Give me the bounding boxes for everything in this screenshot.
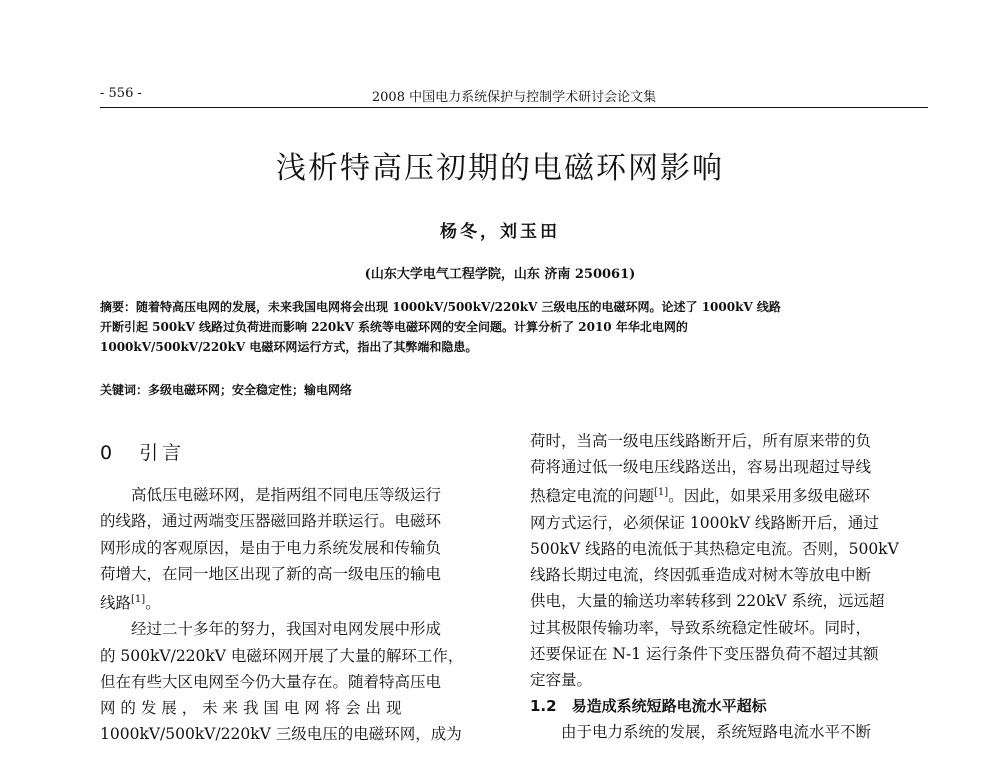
page-number: - 556 - [100, 86, 142, 101]
abstract-label: 摘要： [100, 300, 137, 314]
citation-ref: [1] [654, 487, 669, 499]
left-column [100, 430, 498, 747]
keywords-text: 多级电磁环网；安全稳定性；输电网络 [148, 383, 353, 397]
paragraph-2: 经过二十多年的努力，我国对电网发展中形成 的 500kV/220kV 电磁环网开展了大量的解环工作， 但在有些大区电网至今仍大量存在。随着特高压电 网 的 发 展 ， 未 来 我 国 电 网 将 会 出 现 1000kV/500kV/220kV 三级电压的电磁环网，成为 [100, 620, 464, 744]
journal-title: 2008 中国电力系统保护与控制学术研讨会论文集 [371, 90, 657, 105]
abstract-line-2: 开断引起 500kV 线路过负荷进而影响 220kV 系统等电磁环网的安全问题。计算分析了 2010 年华北电网的 [100, 320, 688, 334]
abstract-line-1: 摘要：随着特高压电网的发展，未来我国电网将会出现 1000kV/500kV/220kV 三级电压的电磁环网。论述了 1000kV 线路 [100, 300, 781, 314]
abstract [100, 297, 928, 357]
paragraph-1: 高低压电磁环网，是指两组不同电压等级运行 的线路，通过两端变压器磁回路并联运行。电磁环 网形成的客观原因，是由于电力系统发展和传输负 荷增大，在同一地区出现了新的高一级电压的输电 线路[1]。 [100, 486, 442, 613]
subsection-heading-1-2: 1.2 易造成系统短路电流水平超标 [530, 697, 767, 716]
authors: 杨冬，刘玉田 [440, 222, 560, 242]
keywords-label: 关键词： [100, 383, 149, 397]
section-heading-introduction: 0 引言 [100, 442, 186, 464]
citation-ref: [1] [131, 594, 146, 606]
running-header [100, 83, 928, 108]
paper-title: 浅析特高压初期的电磁环网影响 [276, 151, 724, 186]
abstract-line-3: 1000kV/500kV/220kV 电磁环网运行方式，指出了其弊端和隐患。 [100, 340, 478, 354]
affiliation: (山东大学电气工程学院，山东 济南 250061) [364, 267, 636, 282]
right-column: 荷时，当高一级电压线路断开后，所有原来带的负 荷将通过低一级电压线路送出，容易出现超过导线 热稳定电流的问题[1]。因此，如果采用多级电磁环 网方式运行，必须保证 1000kV 线路断开后，通过 500kV 线路的电流低于其热稳定电流。否则，500kV 线路长期过电流，终因弧垂造成对树木等放电中断 供电，大量的输送功率转移到 220kV 系统，远远超 过其极限传输功率，导致系统稳定性破坏。同时， 还要保证在 N-1 运行条件下变压器负荷不超过其额 定容量。 1.2 易造成系统短路电流水平超标 由于电力系统的发展，系统短路电流水平不断 [530, 428, 928, 746]
keywords [100, 381, 928, 398]
